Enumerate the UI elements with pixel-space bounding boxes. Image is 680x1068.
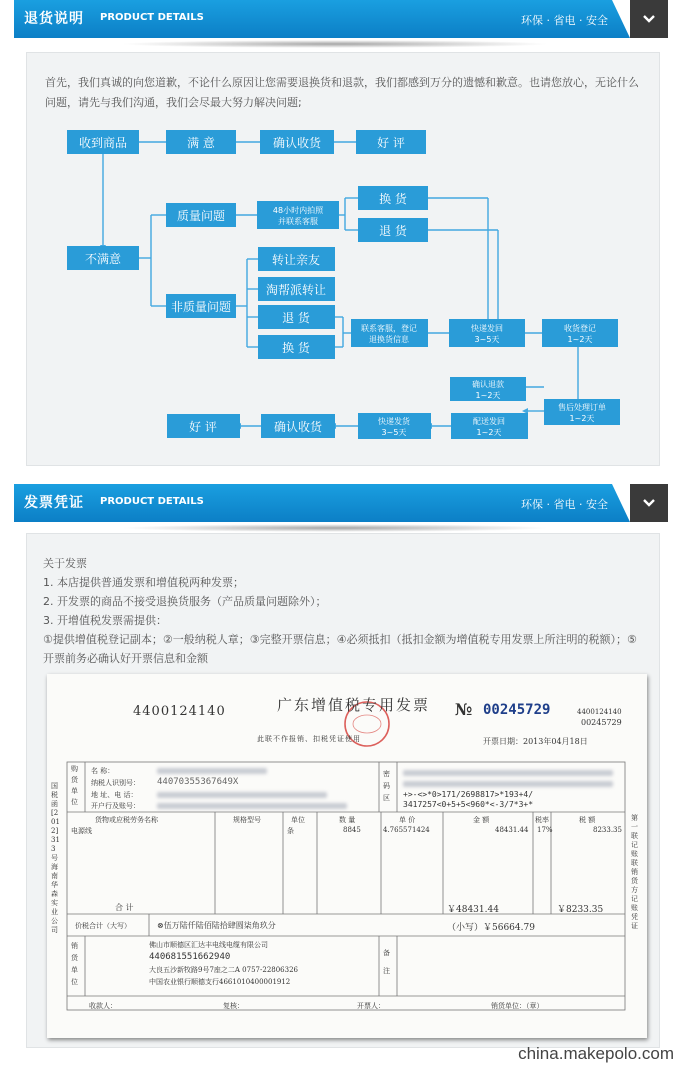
invoice-subtitle: PRODUCT DETAILS: [100, 496, 204, 507]
seller-label: 销货单位: [71, 942, 78, 986]
node-ship-out: [358, 413, 431, 439]
invoice-grid: [47, 674, 647, 1038]
return-policy-tags: 环保 · 省电 · 安全: [521, 14, 608, 27]
svg-text:收到商品: 收到商品: [78, 136, 128, 150]
svg-text:收货登记: 收货登记: [564, 324, 596, 333]
row-qty: 8845: [343, 826, 361, 834]
col-amount: 金 额: [473, 816, 490, 824]
svg-text:好 评: 好 评: [377, 136, 405, 150]
col-tax: 税 额: [579, 816, 596, 824]
node-transfer-friend: [258, 247, 335, 271]
svg-text:联系客服，登记: 联系客服，登记: [361, 324, 417, 333]
node-confirm-receipt-2: [261, 414, 335, 438]
svg-text:1~2天: 1~2天: [569, 414, 595, 423]
return-intro-text: 首先，我们真诚的向您道歉，不论什么原因让您需要退换货和退款，我们都感到万分的遗憾和歉意。也请您放心，无论什么问题，请先与我们沟通，我们会尽最大努力解决问题;: [45, 76, 639, 109]
svg-text:确认收货: 确认收货: [272, 136, 322, 150]
review-label: 复核：: [223, 1002, 244, 1010]
col-qty: 数 量: [339, 816, 356, 824]
svg-text:售后处理订单: 售后处理订单: [558, 403, 606, 412]
svg-text:确认收货: 确认收货: [273, 420, 323, 434]
buyer-tax-value: 44070355367649X: [157, 777, 239, 787]
col-item: 货物或应税劳务名称: [95, 816, 158, 824]
site-watermark: china.makepolo.com: [518, 1044, 674, 1063]
seller-seal-label: 销货单位：（章）: [491, 1002, 544, 1010]
col-unit: 单位: [291, 816, 305, 824]
svg-text:1~2天: 1~2天: [567, 335, 593, 344]
row-rate: 17%: [537, 826, 553, 834]
svg-text:质量问题: 质量问题: [176, 209, 226, 223]
svg-text:配送发回: 配送发回: [473, 417, 505, 426]
col-rate: 税率: [535, 816, 549, 824]
buyer-address-label: 地 址、电 话：: [91, 791, 138, 799]
invoice-image: [47, 674, 647, 1038]
node-contact-register: [351, 319, 428, 347]
invoice-line-1: 关于发票: [43, 557, 87, 570]
password-line-4: 3417257<0+5+5<960*<-3/7*3+*: [403, 800, 534, 809]
node-ship-back: [449, 319, 525, 347]
svg-text:退换货信息: 退换货信息: [369, 335, 409, 344]
svg-text:快递发回: 快递发回: [471, 324, 503, 333]
invoice-doc-title: 广东增值税专用发票: [277, 696, 431, 714]
svg-text:非质量问题: 非质量问题: [170, 300, 232, 314]
return-policy-title: 退货说明: [24, 11, 84, 27]
invoice-line-5: ①提供增值税登记副本；②一般纳税人章；③完整开票信息；④必须抵扣（抵扣金额为增值税专用发票上所注明的税额）；⑤开票前务必确认好开票信息和金额: [43, 633, 637, 665]
svg-text:3~5天: 3~5天: [474, 335, 500, 344]
svg-text:淘帮派转让: 淘帮派转让: [265, 283, 327, 297]
node-non-quality-issue: [166, 294, 236, 318]
row-price: 4.765571424: [383, 826, 430, 834]
drawer-label: 开票人：: [357, 1002, 385, 1010]
svg-text:3~5天: 3~5天: [381, 428, 407, 437]
node-photo-contact: [257, 201, 339, 229]
seller-address: 大良五沙新牧路9号7座之二A 0757-22806326: [149, 966, 298, 974]
row-item: 电源线: [71, 827, 92, 835]
buyer-bank-label: 开户行及账号：: [91, 802, 140, 810]
password-area-label: 密码区: [383, 770, 390, 802]
return-flowchart: [27, 53, 661, 467]
header-shadow: [120, 524, 550, 532]
invoice-side-code: 4400124140: [577, 708, 622, 716]
row-unit: 条: [287, 827, 294, 835]
right-vertical-text: 第一联 记账联 销货方记账凭证: [631, 814, 638, 930]
node-unsatisfied: [67, 246, 139, 270]
invoice-note: 此联不作报销、扣税凭证使用: [257, 735, 361, 743]
sum-tax: ￥8233.35: [557, 905, 604, 915]
svg-text:转让亲友: 转让亲友: [271, 253, 321, 267]
header-shadow: [120, 40, 550, 48]
node-good-review: [356, 130, 426, 154]
svg-text:好 评: 好 评: [189, 420, 217, 434]
node-return-quality: [358, 218, 428, 242]
node-satisfied: [166, 130, 236, 154]
svg-text:并联系客服: 并联系客服: [278, 217, 318, 226]
buyer-bank-redacted: [157, 803, 347, 809]
buyer-address-redacted: [157, 792, 327, 798]
svg-text:确认退款: 确认退款: [472, 380, 504, 389]
svg-text:退 货: 退 货: [282, 311, 310, 325]
svg-text:快递发货: 快递发货: [378, 417, 410, 426]
node-exchange-nonquality: [258, 335, 335, 359]
payee-label: 收款人：: [89, 1002, 117, 1010]
node-confirm-refund: [450, 377, 526, 401]
node-good-review-2: [167, 414, 240, 438]
svg-text:不满意: 不满意: [84, 252, 122, 266]
invoice-number: 00245729: [483, 702, 551, 718]
svg-text:退 货: 退 货: [379, 224, 407, 238]
svg-text:换 货: 换 货: [282, 341, 310, 355]
left-vertical-text: 国税函[2012]313号海南华森实业公司: [51, 782, 60, 934]
invoice-tags: 环保 · 省电 · 安全: [521, 498, 608, 511]
remark-label: 备注: [383, 949, 390, 975]
node-resend: [451, 413, 528, 439]
row-amount: 48431.44: [495, 826, 529, 834]
invoice-title: 发票凭证: [24, 495, 84, 511]
svg-text:满 意: 满 意: [187, 136, 215, 150]
invoice-no-label: №: [455, 700, 473, 719]
row-tax: 8233.35: [593, 826, 622, 834]
invoice-line-2: 1. 本店提供普通发票和增值税两种发票；: [43, 576, 244, 589]
invoice-line-3: 2. 开发票的商品不接受退换货服务（产品质量问题除外）；: [43, 595, 327, 608]
invoice-code: 4400124140: [133, 704, 226, 719]
total-words: ⊗伍万陆仟陆佰陆拾肆圆柒角玖分: [157, 921, 276, 930]
col-spec: 规格型号: [233, 816, 261, 824]
node-taobao-transfer: [258, 277, 335, 301]
return-policy-header: [14, 0, 668, 38]
buyer-tax-label: 纳税人识别号：: [91, 779, 140, 787]
buyer-label: 购货单位: [71, 765, 78, 806]
sum-amount: ￥48431.44: [447, 905, 499, 915]
node-return-nonquality: [258, 305, 335, 329]
seller-name: 佛山市顺德区汇达丰电线电缆有限公司: [149, 941, 268, 949]
node-aftersale-order: [544, 399, 620, 425]
password-line-1: [403, 770, 613, 776]
return-flow-panel: [26, 52, 660, 466]
invoice-header: [14, 484, 668, 522]
password-line-3: +>-<>*0>171/2698817>*193+4/: [403, 790, 534, 799]
total-small: （小写）￥56664.79: [447, 923, 535, 933]
node-exchange-quality: [358, 186, 428, 210]
svg-text:1~2天: 1~2天: [475, 391, 501, 400]
buyer-name-redacted: [157, 768, 267, 774]
node-quality-issue: [166, 203, 236, 227]
invoice-line-4: 3. 开增值税发票需提供：: [43, 614, 167, 627]
node-confirm-receipt: [260, 130, 334, 154]
invoice-info-text: [43, 554, 643, 668]
svg-text:换 货: 换 货: [379, 192, 407, 206]
col-price: 单 价: [399, 816, 416, 824]
node-received: [67, 130, 139, 154]
password-line-2: [403, 781, 613, 787]
chevron-down-icon[interactable]: [630, 484, 668, 522]
return-policy-subtitle: PRODUCT DETAILS: [100, 12, 204, 23]
svg-text:48小时内拍照: 48小时内拍照: [272, 206, 324, 215]
buyer-name-label: 名 称：: [91, 767, 115, 775]
seller-bank: 中国农业银行顺德支行4661010400001912: [149, 978, 291, 986]
sum-label: 合 计: [115, 903, 134, 912]
node-receive-register: [542, 319, 618, 347]
total-label: 价税合计（大写）: [75, 922, 131, 930]
invoice-side-no: 00245729: [581, 718, 622, 727]
invoice-panel: [26, 533, 660, 1048]
seller-tax: 440681551662940: [149, 952, 231, 962]
svg-text:1~2天: 1~2天: [476, 428, 502, 437]
chevron-down-icon[interactable]: [630, 0, 668, 38]
invoice-date: 开票日期：2013年04月18日: [483, 737, 588, 746]
